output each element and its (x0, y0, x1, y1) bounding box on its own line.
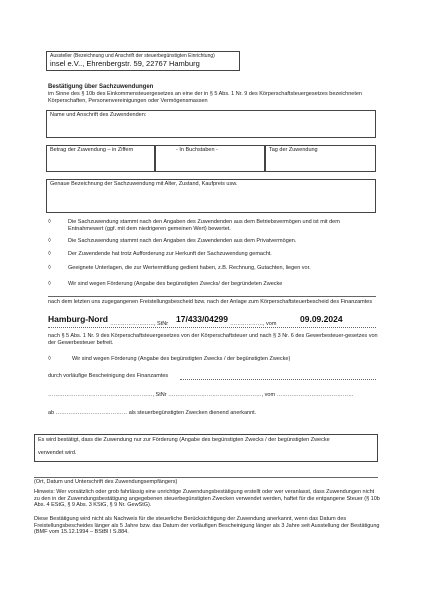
option-text: Wir sind wegen Förderung (Angabe des begünstigten Zwecks/ der begründeten Zwecke (68, 281, 283, 287)
recognized-row: ab ………………………………… als steuerbegünstigten Zwecken dienend anerkannt. (48, 410, 257, 416)
provisional-line (180, 379, 376, 380)
option-business-assets[interactable] (48, 219, 378, 232)
option-text: Die Sachzuwendung stammt nach den Angaben des Zuwendenden aus dem Privatvermögen. (68, 238, 297, 244)
exemption-line-text: nach dem letzten uns zugegangenen Freistellungsbescheid bzw. nach der Anlage zum Körperschaftsteuerbescheid des Finanzamtes (48, 299, 373, 305)
provisional-stnr-row: …………………………………………………, StNr ……………………………………………, vom …………………………………… (48, 392, 354, 398)
amount-words-box[interactable] (155, 145, 265, 172)
donor-label: Name und Anschrift des Zuwendenden: (50, 112, 147, 118)
confirmation-box[interactable] (34, 434, 378, 462)
confirmation-text: Es wird bestätigt, dass die Zuwendung nur zur Förderung (Angabe des begünstigten Zwecks / der begünstigten Zwecke (38, 437, 330, 443)
exemption-note: nach § 5 Abs. 1 Nr. 9 des Körperschaftsteuergesetzes von der Körperschaftsteuer und nach § 3 Nr. 6 des Gewerbesteuer-gesetzes von der Gewerbesteuer befreit. (48, 333, 378, 346)
description-box[interactable] (46, 179, 376, 213)
vom-label: ………………, vom (230, 321, 277, 327)
option-text: Wir sind wegen Förderung (Angabe des begünstigten Zwecks / der begünstigten Zwecke) (72, 356, 291, 362)
issuer-box (46, 51, 240, 71)
page-title: Bestätigung über Sachzuwendungen (48, 84, 154, 90)
signature-line[interactable] (34, 477, 378, 478)
amount-words-label: - In Buchstaben - (176, 147, 218, 153)
option-circle-icon: ◊ (48, 251, 51, 257)
exemption-date: 09.09.2024 (300, 314, 343, 324)
donation-date-label: Tag der Zuwendung (269, 147, 318, 153)
option-provisional[interactable] (48, 356, 378, 363)
issuer-label: Aussteller (Bezeichnung und Anschrift der steuerbegünstigten Einrichtung) (50, 53, 215, 59)
option-circle-icon: ◊ (48, 265, 51, 271)
amount-digits-label: Betrag der Zuwendung – in Ziffern (50, 147, 134, 153)
stnr-label: ……………………, StNr (110, 321, 169, 327)
option-documents[interactable] (48, 265, 378, 272)
intro-text: im Sinne des § 10b des Einkommensteuergesetzes an eine der in § 5 Abs. 1 Nr. 9 des Körperschaftsteuergesetzes bezeichneten Körperschaften, Personenvereinigungen oder Vermögensmassen (48, 91, 362, 104)
validity-notice: Diese Bestätigung wird nicht als Nachweis für die steuerliche Berücksichtigung der Zuwendung anerkannt, wenn das Datum des Freistellungsbescheides länger als 5 Jahre bzw. das Datum der vorläufigen Bescheinigung länger als 3 Jahre seit Ausstellung der Bestätigung (BMF vom 15.12.1994 – BStBl I S.884. (34, 516, 380, 535)
option-text: Der Zuwendende hat trotz Aufforderung zur Herkunft der Sachzuwendung gemacht. (68, 251, 272, 257)
donation-date-box[interactable] (265, 145, 376, 172)
option-text: Die Sachzuwendung stammt nach den Angaben des Zuwendenden aus dem Betriebsvermögen und ist mit dem Entnahmewert (ggf. mit dem niedrigeren gemeinen Wert) bewertet. (68, 219, 340, 232)
provisional-text: durch vorläufige Bescheinigung des Finanzamtes (48, 373, 169, 379)
option-circle-icon: ◊ (48, 219, 51, 225)
used-label: verwendet wird. (38, 449, 77, 456)
tax-number: 17/433/04299 (176, 314, 228, 324)
donor-box[interactable] (46, 110, 376, 138)
option-text: Geeignete Unterlagen, die zur Wertermittlung gedient haben, z.B. Rechnung, Gutachten, liegen vor. (68, 265, 311, 271)
option-circle-icon: ◊ (48, 238, 51, 244)
option-purpose[interactable] (48, 281, 378, 288)
option-private-assets[interactable] (48, 238, 378, 245)
option-no-origin[interactable] (48, 251, 378, 258)
option-circle-icon: ◊ (48, 281, 51, 287)
liability-notice: Hinweis: Wer vorsätzlich oder grob fahrlässig eine unrichtige Zuwendungsbestätigung erstellt oder wer veranlasst, dass Zuwendungen nicht zu den in der Zuwendungsbestätigung angegebenen steuerbegünstigten Zwecken verwendet werden, haftet für die entgangene Steuer (§ 10b Abs. 4 EStG, § 9 Abs. 3 KStG, § 9 Nr. GewStG). (34, 489, 380, 508)
option-circle-icon: ◊ (48, 356, 51, 362)
amount-digits-box[interactable] (46, 145, 155, 172)
tax-office: Hamburg-Nord (48, 314, 108, 324)
office-underline (48, 327, 376, 328)
description-label: Genaue Bezeichnung der Sachzuwendung mit Alter, Zustand, Kaufpreis usw. (50, 181, 238, 187)
issuer-value: insel e.V.., Ehrenbergstr. 59, 22767 Hamburg (50, 59, 200, 68)
purpose-line (48, 296, 376, 297)
signature-label: (Ort, Datum und Unterschrift des Zuwendungsempfängers) (34, 479, 178, 485)
